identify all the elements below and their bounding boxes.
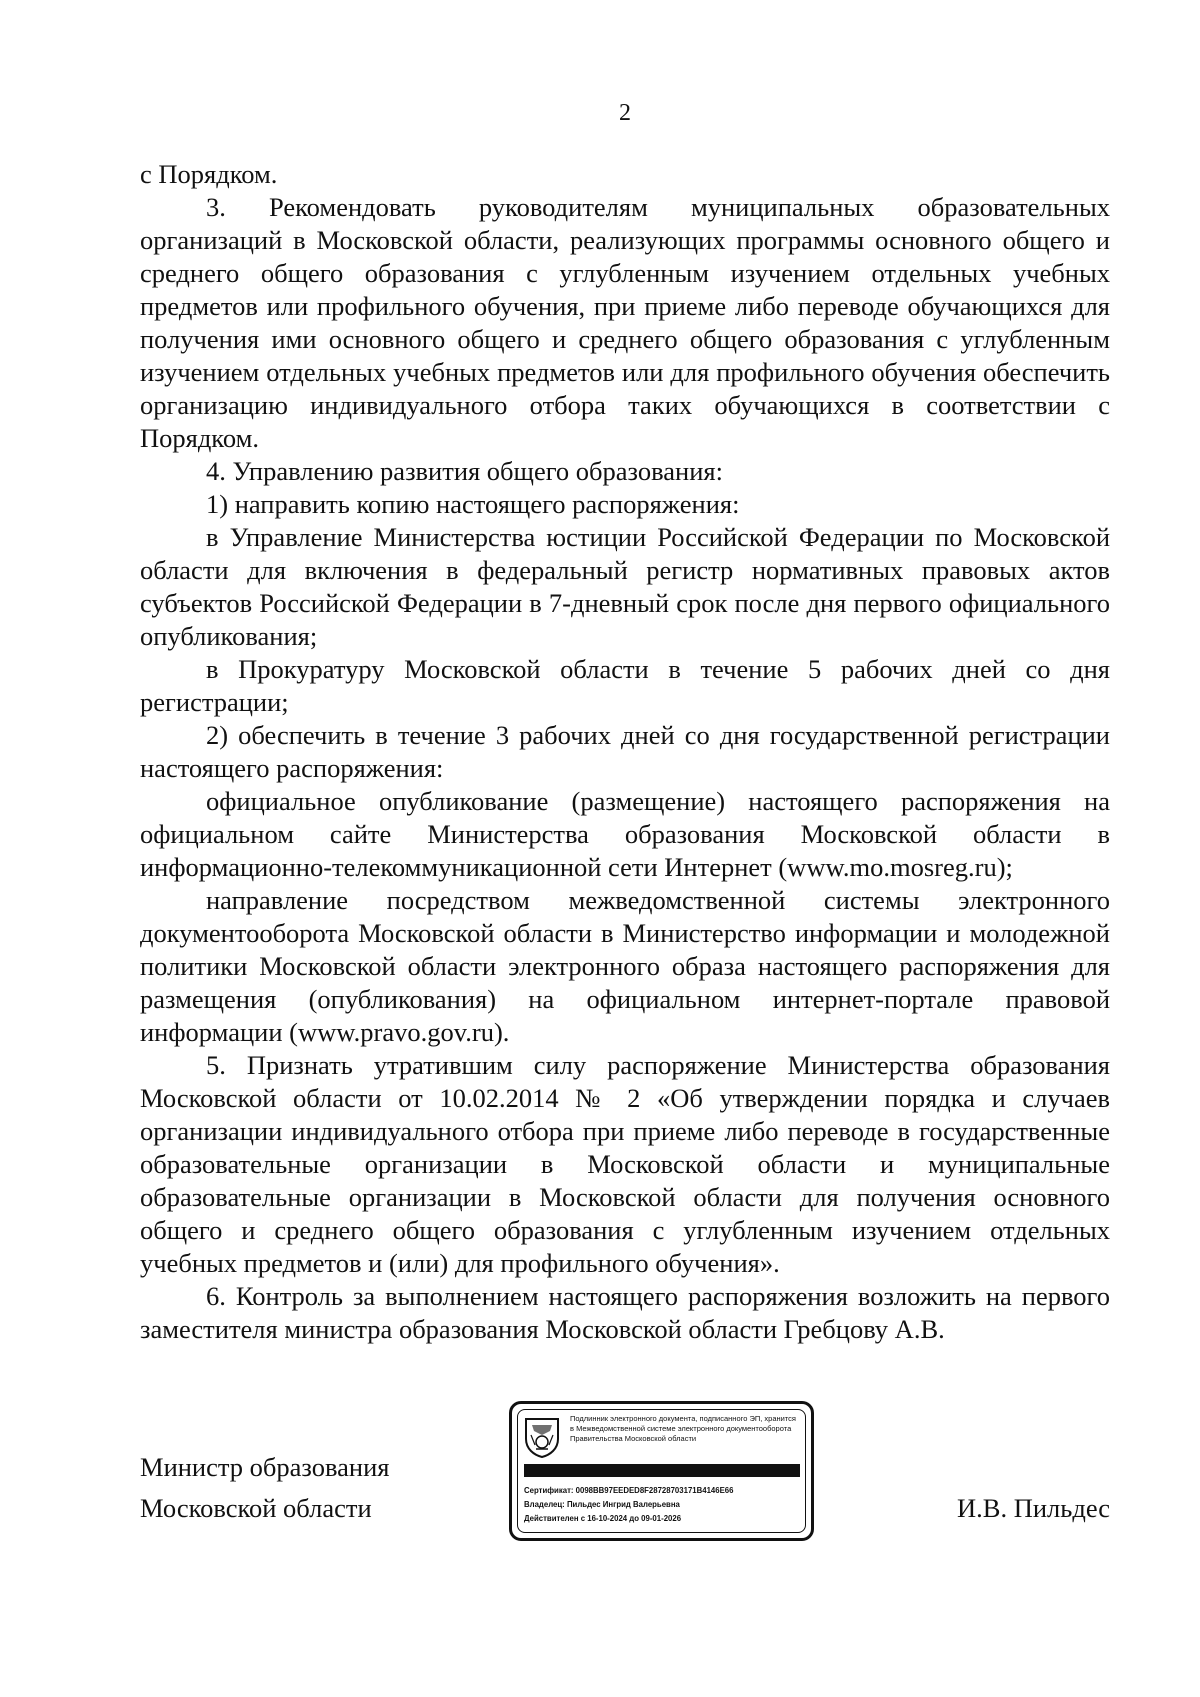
paragraph-subitem-2: 2) обеспечить в течение 3 рабочих дней со дня государственной регистрации настоящего распоряжения: (140, 720, 1110, 783)
paragraph-edms-direction: направление посредством межведомственной системы электронного документооборота Московской области в Министерство информации и молодежной политики Московской области электронного образа настоящего распоряжения для размещения (опубликования) на официальном интернет-портале правовой информации (www.pravo.gov.ru). (140, 885, 1110, 1047)
position-line-1: Министр образования (140, 1452, 390, 1482)
paragraph-subitem-1: 1) направить копию настоящего распоряжения: (206, 489, 740, 519)
stamp-details (524, 1484, 804, 1526)
stamp-validity: Действителен с 16-10-2024 до 09-01-2026 (524, 1514, 682, 1523)
electronic-signature-stamp (509, 1401, 814, 1541)
document-body (140, 158, 1110, 1346)
stamp-certificate: Сертификат: 0098BB97EEDED8F28728703171B4146E66 (524, 1486, 734, 1495)
paragraph-prosecutor: в Прокуратуру Московской области в течение 5 рабочих дней со дня регистрации; (140, 654, 1110, 717)
signatory-position (140, 1447, 389, 1529)
page-number: 2 (619, 100, 631, 126)
paragraph-item-4: 4. Управлению развития общего образования: (206, 456, 723, 486)
paragraph-item-5: 5. Признать утратившим силу распоряжение Министерства образования Московской области от 10.02.2014 № 2 «Об утверждении порядка и случаев организации индивидуального отбора при приеме либо переводе в государственные образовательные организации в Московской области и муниципальные образовательные организации в Московской области для получения основного общего и среднего общего образования с углубленным изучением отдельных учебных предметов и (или) для профильного обучения». (140, 1050, 1110, 1278)
position-line-2: Московской области (140, 1493, 372, 1523)
stamp-header-text: Подлинник электронного документа, подписанного ЭП, хранится в Межведомственной системе электронного документооборота Правительства Московской области (570, 1414, 796, 1443)
stamp-dark-bar (524, 1464, 800, 1477)
paragraph-official-publication: официальное опубликование (размещение) настоящего распоряжения на официальном сайте Министерства образования Московской области в информационно-телекоммуникационной сети Интернет (www.mo.mosreg.ru); (140, 786, 1110, 882)
paragraph-item-6: 6. Контроль за выполнением настоящего распоряжения возложить на первого заместителя министра образования Московской области Гребцову А.В. (140, 1281, 1110, 1344)
signatory-name: И.В. Пильдес (957, 1493, 1110, 1523)
paragraph-item-3: 3. Рекомендовать руководителям муниципальных образовательных организаций в Московской области, реализующих программы основного общего и среднего общего образования с углубленным изучением отдельных учебных предметов или профильного обучения, при приеме либо переводе обучающихся для получения ими основного общего и среднего общего образования с углубленным изучением отдельных учебных предметов или для профильного обучения обеспечить организацию индивидуального отбора таких обучающихся в соответствии с Порядком. (140, 192, 1110, 453)
stamp-owner: Владелец: Пильдес Ингрид Валерьевна (524, 1500, 680, 1509)
paragraph-continuation: с Порядком. (140, 159, 278, 189)
coat-of-arms-icon (522, 1415, 562, 1459)
paragraph-ministry-justice: в Управление Министерства юстиции Российской Федерации по Московской области для включения в федеральный регистр нормативных правовых актов субъектов Российской Федерации в 7-дневный срок после дня первого официального опубликования; (140, 522, 1110, 651)
